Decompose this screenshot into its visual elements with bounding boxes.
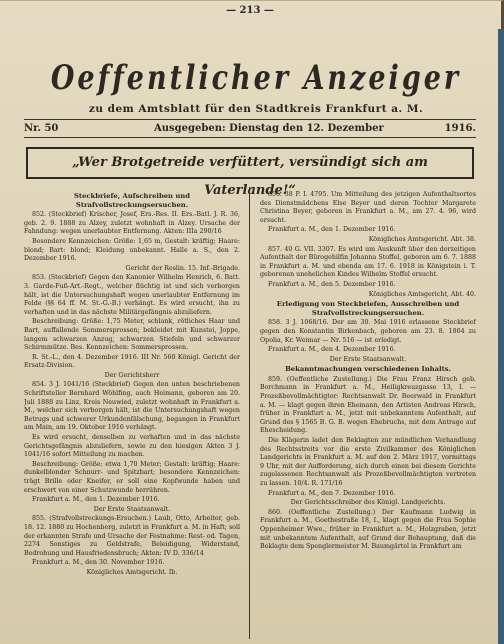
newspaper-title: Oeffentlicher Anzeiger — [50, 59, 462, 98]
signature-line: Königliches Amtsgericht, Abt. 40. — [368, 290, 476, 298]
notice-paragraph: Frankfurt a. M., den 5. Dezember 1916. — [268, 280, 396, 288]
notice-paragraph: 857. 40 G. VII. 3307. Es wird um Auskunft über den derzeitigen Aufenthalt der Bürogehilfin Johanna Stoffel, geboren am 6. 7. 1888 in Frankfurt a. M. und ebenda am 17. 6. 1918 in Königstein i. T. geborenen unehelichen Kindes Wilhelm Stoffel ersucht. — [260, 245, 476, 279]
notice-paragraph: Beschreibung: Größe: 1,75 Meter, schlank, rötliches Haar und Bart, auffallende Sommersprossen; bekleidet mit Kunstei, Joppe, langem schwarzen Anzug, schwarzen Stiefeln und schwarzer Schirmmütze. Bes. Kennzeichen: Sommersprossen. — [24, 318, 240, 352]
notice-paragraph: Besondere Kennzeichen: Größe: 1,65 m, Gestalt: kräftig; Haare: blond; Bart: blond; Kleidung unbekannt. Halle a. S., den 2. Dezember 1916. — [24, 237, 240, 263]
notice-paragraph: Beschreibung: Größe: etwa 1,70 Meter; Gestalt: kräftig; Haare: dunkelblonder Schnurr- und Spitzbart; besondere Kennzeichen: trägt Brille oder Kneifer, er soll eine Kopfwunde haben und erschwert von einer Schutzwunde herrühren. — [24, 460, 240, 494]
notice-paragraph: 859. (Oeffentliche Zustellung.) Die Frau Franz Hirsch geb. Borchmann in Frankfurt a. M., Heiligkreuzgasse 13, I. — Prozeßbevollmächtigter: Rechtsanwalt Dr. Beerwald in Frankfurt a. M. — klagt gegen ihren Ehemann, den Artisten Andreas Hirsch, früher in Frankfurt a. M., jetzt mit unbekanntem Aufenthalt, auf Grund des § 1565 B. G. B. wegen Ehebruchs, mit dem Antrage auf Ehescheidung. — [260, 375, 476, 435]
binding-edge — [498, 29, 504, 644]
divider-bottom — [24, 137, 476, 138]
signature-line: Königliches Amtsgericht. Ib. — [86, 568, 178, 576]
page-number: — 213 — — [226, 5, 274, 16]
notice-paragraph: 853. (Steckbrief) Gegen den Kanonier Wilhelm Henrich, 6. Batt. 3. Garde-Fuß-Art.-Regt., welcher flüchtig ist und sich verborgen hält, ist die Untersuchungshaft wegen unerlaubter Entfernung im Felde (§§ 64 ff. M. St.-G.-B.) verhängt. Es wird ersucht, ihn zu verhaften und in das nächste Militärgefängnis abzuliefern. — [24, 274, 240, 316]
notice-paragraph: Es wird ersucht, denselben zu verhaften und in das nächste Gerichtsgefängnis abzuliefern, sowie zu den hiesigen Akten 3 J. 1041/16 sofort Mitteilung zu machen. — [24, 434, 240, 459]
signature-line: Gericht der Reslin. 15. Inf.-Brigade. — [125, 264, 240, 272]
section-heading: Bekanntmachungen verschiedenen Inhalts. — [285, 365, 451, 374]
notice-paragraph: Die Klägerin ladet den Beklagten zur mündlichen Verhandlung des Rechtsstreits vor die erste Zivilkammer des Königlichen Landgerichts in Frankfurt a. M. auf den 2. März 1917, vormittags 9 Uhr, mit der Aufforderung, sich durch einen bei diesem Gerichte zugelassenen Rechtsanwalt als Prozeßbevollmächtigten vertreten zu lassen. 10/4. R. 171/16 — [260, 437, 476, 487]
signature-line: Der Erste Staatsanwalt. — [329, 355, 407, 363]
notice-paragraph: 858. 3 J. 1068/16. Der am 30. Mai 1916 erlassene Steckbrief gegen den Konstantin Birkenbach, geboren am 23. 8. 1864 zu Opolia, Kr. Weimar — Nr. 516 — ist erledigt. — [260, 319, 476, 344]
notice-paragraph: 854. 3 J. 1041/16 (Steckbrief) Gegen den unten beschriebenen Schriftsteller Bernhard Wöhlfing, auch Heimann, geboren am 20. Juli 1888 zu Linz, Kreis Neuwied, zuletzt wohnhaft in Frankfurt a. M., welcher sich verborgen hält, ist die Untersuchungshaft wegen Betrugs und schwerer Urkundenfälschung, begangen in Frankfurt am Main, am 19. Oktober 1916 verhängt. — [24, 381, 240, 432]
notice-paragraph: Frankfurt a. M., den 1. Dezember 1916. — [268, 226, 396, 234]
signature-line: Der Gerichtsschreiber des Königl. Landgerichts. — [290, 499, 446, 507]
slogan-banner: „Wer Brotgetreide verfüttert, versündigt sich am Vaterlande!“ — [26, 147, 474, 179]
right-column — [260, 191, 476, 553]
notice-paragraph: Frankfurt a. M., den 30. November 1916. — [32, 559, 165, 567]
signature-line: Der Erste Staatsanwalt. — [93, 505, 171, 513]
notice-paragraph: 856. 38 P. I. 4795. Um Mitteilung des jetzigen Aufenthaltsortes des Dienstmädchens Else Beyer und deren Tochter Margarete Christina Beyer, geboren in Frankfurt a. M., am 27. 4. 96, wird ersucht. — [260, 191, 476, 224]
section-heading: Erledigung von Steckbriefen, Ausschreiben und Strafvollstreckungsersuchen. — [276, 300, 460, 317]
issue-date: Ausgegeben: Dienstag den 12. Dezember — [154, 123, 384, 134]
section-heading: Steckbriefe, Aufschreiben und Strafvollstreckungsersuchen. — [74, 192, 190, 209]
notice-paragraph: Frankfurt a. M., den 4. Dezember 1916. — [268, 346, 396, 354]
notice-paragraph: 852. (Steckbrief) Krischer, Josef, Ers.-Res. II. Ers.-Batl. J. R. 36, geb. 2. 9. 1888 zu Alzey, zuletzt wohnhaft in Alzey. Ursache der Fahndung: wegen unerlaubter Entfernung. Akten: IIIa 290/16 — [24, 211, 240, 236]
column-divider — [249, 187, 250, 639]
notice-paragraph: 860. (Oeffentliche Zustellung.) Der Kaufmann Ludwig in Frankfurt a. M., Goethestraße 18, I., klagt gegen die Frau Sophie Oppenheimer Wwe., früher in Frankfurt a. M., Holzgraben, jetzt mit unbekanntem Aufenthalt, auf Grund der Behauptung, daß die Beklagte dem Spenglermeister M. Baumgärtel in Frankfurt am — [260, 508, 476, 551]
notice-paragraph: Frankfurt a. M., den 1. Dezember 1916. — [32, 496, 160, 504]
newspaper-subtitle: zu dem Amtsblatt für den Stadtkreis Frankfurt a. M. — [88, 103, 424, 115]
notice-paragraph: R. St.-L., den 4. Dezember 1916. III Nr. 560 Königl. Gericht der Ersatz-Division. — [24, 353, 240, 370]
left-column — [24, 191, 240, 579]
notice-paragraph: Frankfurt a. M., den 7. Dezember 1916. — [268, 489, 396, 497]
notice-paragraph: 855. (Strafvollstreckungs-Ersuchen.) Laub, Otto, Arbeiter, geb. 18. 12. 1880 zu Hochenberg, zuletzt in Frankfurt a. M. in Haft; soll der erkannten Strafe und Ursache der Festnahme: Rest- od. Tagen, 2274 Sonstiges zu Geldstrafe, Beleidigung, Widerstand, Bedrohung und Hausfriedensbruch; Akten: IV D. 336/14 — [24, 515, 240, 557]
issue-year: 1916. — [444, 123, 476, 134]
issue-number: Nr. 50 — [24, 123, 59, 134]
signature-line: Königliches Amtsgericht. Abt. 38. — [368, 235, 476, 243]
signature-line: Der Gerichtsherr — [104, 371, 160, 379]
divider-top — [24, 119, 476, 120]
